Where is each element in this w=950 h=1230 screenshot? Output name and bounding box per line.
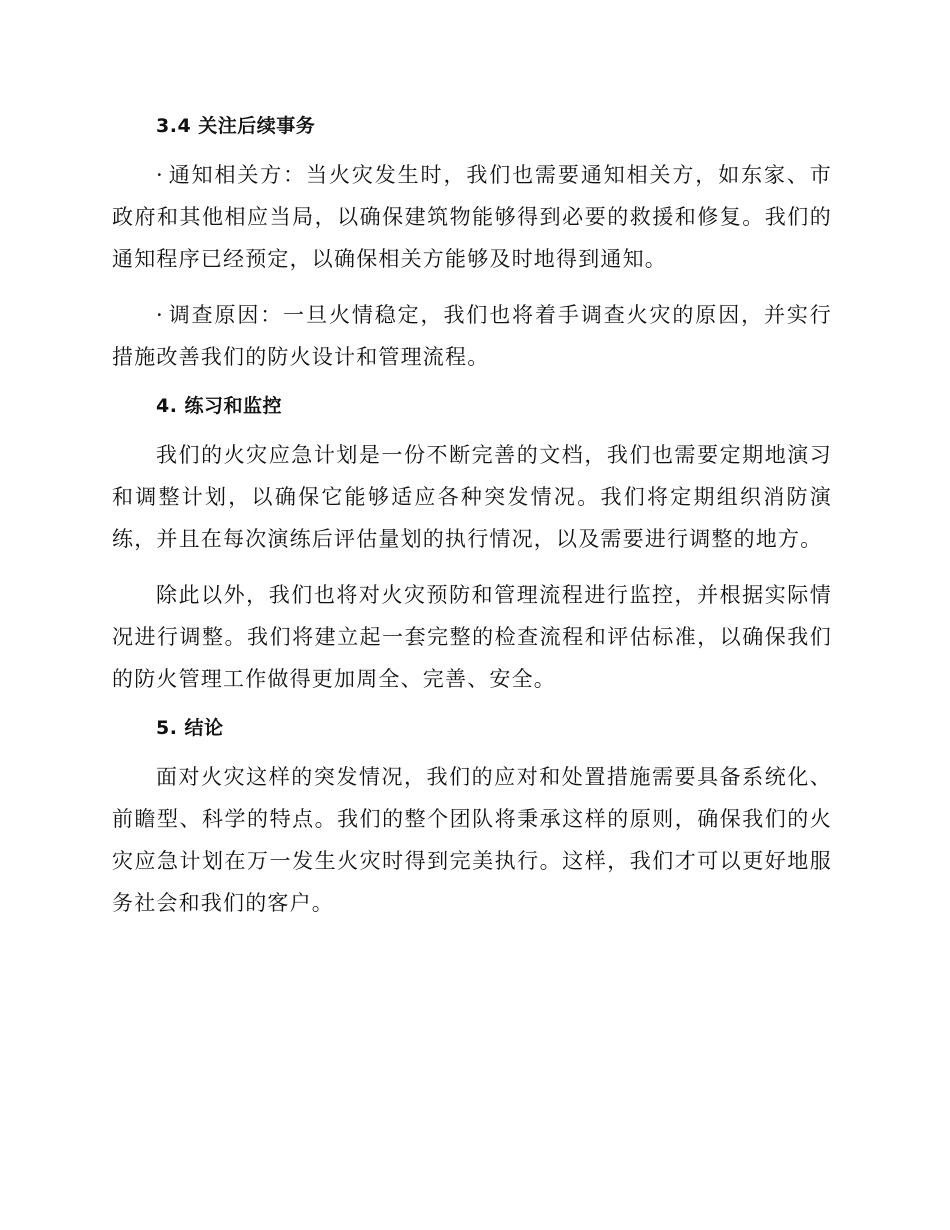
bullet-notify-parties bbox=[112, 154, 832, 280]
bullet-mark: · bbox=[156, 303, 164, 327]
section-4-heading: 4. 练习和监控 bbox=[156, 395, 283, 417]
section-3-4-heading: 3.4 关注后续事务 bbox=[156, 115, 316, 137]
section-4-paragraph-1: 我们的火灾应急计划是一份不断完善的文档，我们也需要定期地演习和调整计划，以确保它能够适应各种突发情况。我们将定期组织消防演练，并且在每次演练后评估量划的执行情况，以及需要进行调整的地方。 bbox=[112, 443, 832, 551]
bullet-mark: · bbox=[156, 163, 164, 187]
section-5-paragraph-1: 面对火灾这样的突发情况，我们的应对和处置措施需要具备系统化、前瞻型、科学的特点。我们的整个团队将秉承这样的原则，确保我们的火灾应急计划在万一发生火灾时得到完美执行。这样，我们才可以更好地服务社会和我们的客户。 bbox=[112, 765, 832, 915]
bullet-investigate-cause-text: 调查原因：一旦火情稳定，我们也将着手调查火灾的原因，并实行措施改善我们的防火设计和管理流程。 bbox=[112, 303, 832, 369]
section-4-paragraph-2: 除此以外，我们也将对火灾预防和管理流程进行监控，并根据实际情况进行调整。我们将建立起一套完整的检查流程和评估标准，以确保我们的防火管理工作做得更加周全、完善、安全。 bbox=[112, 583, 832, 691]
bullet-investigate-cause bbox=[112, 294, 832, 378]
section-5-heading: 5. 结论 bbox=[156, 717, 224, 739]
bullet-notify-parties-text: 通知相关方：当火灾发生时，我们也需要通知相关方，如东家、市政府和其他相应当局，以确保建筑物能够得到必要的救援和修复。我们的通知程序已经预定，以确保相关方能够及时地得到通知。 bbox=[112, 163, 832, 271]
document-page bbox=[112, 102, 832, 938]
